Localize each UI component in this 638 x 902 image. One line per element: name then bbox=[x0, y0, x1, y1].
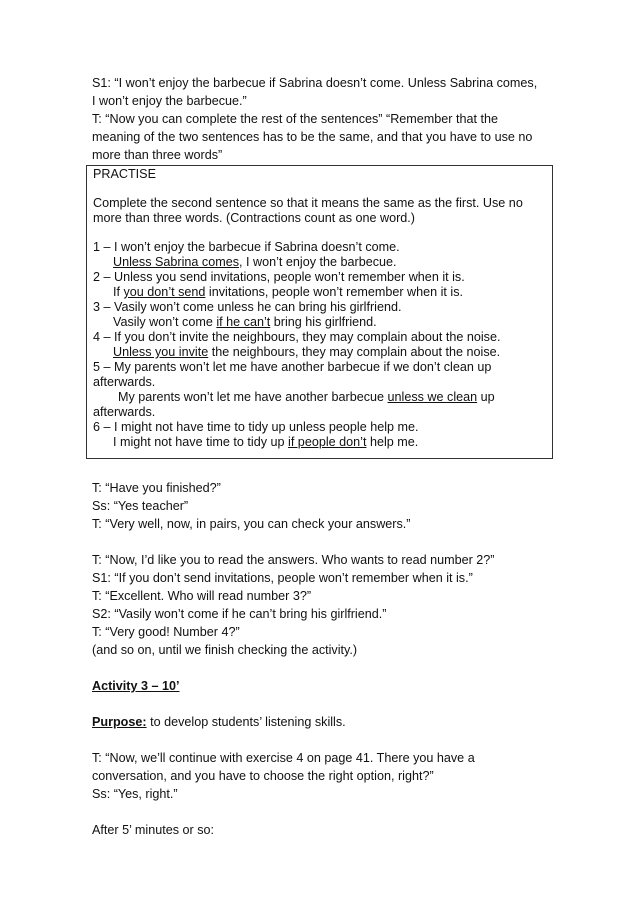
item-1-answer: Unless Sabrina comes, I won’t enjoy the barbecue. bbox=[113, 255, 397, 269]
dialogue-3-line-2: conversation, and you have to choose the right option, right?” bbox=[92, 769, 434, 783]
item-3-answer: Vasily won’t come if he can’t bring his girlfriend. bbox=[113, 315, 377, 329]
t-line-2: meaning of the two sentences has to be the same, and that you have to use no bbox=[92, 130, 533, 144]
dialogue-2-line-6: (and so on, until we finish checking the activity.) bbox=[92, 643, 358, 657]
s1-line-1: S1: “I won’t enjoy the barbecue if Sabrina doesn’t come. Unless Sabrina comes, bbox=[92, 76, 538, 90]
dialogue-2-line-5: T: “Very good! Number 4?” bbox=[92, 625, 240, 639]
item-4-question: 4 – If you don’t invite the neighbours, they may complain about the noise. bbox=[93, 330, 501, 344]
answer-underline: unless we clean bbox=[387, 390, 478, 404]
dialogue-1-line-2: Ss: “Yes teacher” bbox=[92, 499, 189, 513]
practise-heading: PRACTISE bbox=[93, 167, 156, 181]
purpose-line bbox=[92, 713, 547, 731]
dialogue-2-line-4: S2: “Vasily won’t come if he can’t bring his girlfriend.” bbox=[92, 607, 387, 621]
dialogue-1-line-3: T: “Very well, now, in pairs, you can check your answers.” bbox=[92, 517, 411, 531]
item-5-question-line-1: 5 – My parents won’t let me have another barbecue if we don’t clean up bbox=[93, 360, 492, 374]
answer-underline: if people don’t bbox=[288, 435, 367, 449]
answer-underline: if he can’t bbox=[216, 315, 271, 329]
t-line-3: more than three words” bbox=[92, 148, 223, 162]
practise-box bbox=[86, 165, 553, 459]
closing-line: After 5’ minutes or so: bbox=[92, 823, 215, 837]
document-page bbox=[92, 74, 547, 839]
item-5-answer-line-2: afterwards. bbox=[93, 405, 156, 419]
t-line-1: T: “Now you can complete the rest of the sentences” “Remember that the bbox=[92, 112, 498, 126]
item-1-question: 1 – I won’t enjoy the barbecue if Sabrina doesn’t come. bbox=[93, 240, 400, 254]
answer-underline: you don’t send bbox=[123, 285, 206, 299]
answer-underline: Unless Sabrina comes bbox=[113, 255, 239, 269]
dialogue-1-line-1: T: “Have you finished?” bbox=[92, 481, 221, 495]
item-5-answer-line-1: My parents won’t let me have another barbecue unless we clean up bbox=[118, 390, 495, 404]
item-5-question-line-2: afterwards. bbox=[93, 375, 156, 389]
dialogue-2-line-1: T: “Now, I’d like you to read the answers. Who wants to read number 2?” bbox=[92, 553, 495, 567]
item-2-answer: If you don’t send invitations, people won’t remember when it is. bbox=[113, 285, 464, 299]
dialogue-2-line-3: T: “Excellent. Who will read number 3?” bbox=[92, 589, 312, 603]
item-6-answer: I might not have time to tidy up if people don’t help me. bbox=[113, 435, 419, 449]
purpose-label: Purpose: bbox=[92, 715, 147, 729]
item-2-question: 2 – Unless you send invitations, people won’t remember when it is. bbox=[93, 270, 465, 284]
answer-underline: Unless you invite bbox=[113, 345, 209, 359]
instructions-line-2: more than three words. (Contractions count as one word.) bbox=[93, 211, 415, 225]
item-4-answer: Unless you invite the neighbours, they may complain about the noise. bbox=[113, 345, 501, 359]
item-3-question: 3 – Vasily won’t come unless he can bring his girlfriend. bbox=[93, 300, 402, 314]
item-6-question: 6 – I might not have time to tidy up unless people help me. bbox=[93, 420, 419, 434]
dialogue-3-line-3: Ss: “Yes, right.” bbox=[92, 787, 178, 801]
activity-title: Activity 3 – 10’ bbox=[92, 679, 180, 693]
instructions-line-1: Complete the second sentence so that it means the same as the first. Use no bbox=[93, 196, 523, 210]
purpose-text: to develop students’ listening skills. bbox=[146, 715, 346, 729]
dialogue-3-line-1: T: “Now, we’ll continue with exercise 4 on page 41. There you have a bbox=[92, 751, 475, 765]
dialogue-2-line-2: S1: “If you don’t send invitations, people won’t remember when it is.” bbox=[92, 571, 473, 585]
s1-line-2: I won’t enjoy the barbecue.” bbox=[92, 94, 247, 108]
